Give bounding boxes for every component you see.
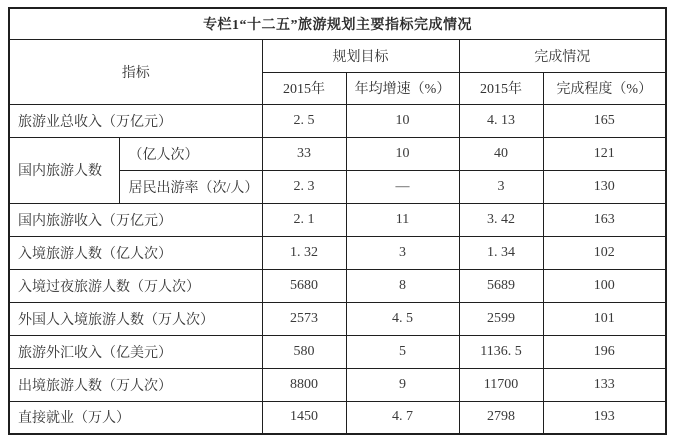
annual-growth-value: 4. 7 bbox=[346, 401, 459, 434]
completion-value: 102 bbox=[543, 236, 666, 269]
plan-2015-value: 33 bbox=[262, 137, 346, 170]
table-row bbox=[9, 302, 666, 335]
completion-value: 163 bbox=[543, 203, 666, 236]
actual-2015-value: 1. 34 bbox=[459, 236, 543, 269]
annual-growth-value: 11 bbox=[346, 203, 459, 236]
header-actual-group: 完成情况 bbox=[459, 39, 666, 72]
indicators-table bbox=[8, 7, 667, 435]
row-label: 国内旅游收入（万亿元） bbox=[9, 203, 262, 236]
header-actual-2015: 2015年 bbox=[459, 72, 543, 104]
row-label: 入境过夜旅游人数（万人次） bbox=[9, 269, 262, 302]
table-row bbox=[9, 236, 666, 269]
completion-value: 121 bbox=[543, 137, 666, 170]
actual-2015-value: 2599 bbox=[459, 302, 543, 335]
plan-2015-value: 2573 bbox=[262, 302, 346, 335]
actual-2015-value: 3 bbox=[459, 170, 543, 203]
table-title: 专栏1“十二五”旅游规划主要指标完成情况 bbox=[9, 8, 666, 39]
table-row bbox=[9, 203, 666, 236]
annual-growth-value: — bbox=[346, 170, 459, 203]
completion-value: 100 bbox=[543, 269, 666, 302]
annual-growth-value: 10 bbox=[346, 137, 459, 170]
table-row bbox=[9, 137, 666, 170]
header-plan-group: 规划目标 bbox=[262, 39, 459, 72]
header-indicator: 指标 bbox=[9, 39, 262, 104]
annual-growth-value: 3 bbox=[346, 236, 459, 269]
plan-2015-value: 1450 bbox=[262, 401, 346, 434]
row-sublabel: 居民出游率（次/人） bbox=[119, 170, 262, 203]
table-row bbox=[9, 269, 666, 302]
table-row bbox=[9, 401, 666, 434]
header-annual-growth: 年均增速（%） bbox=[346, 72, 459, 104]
completion-value: 130 bbox=[543, 170, 666, 203]
table-row bbox=[9, 104, 666, 137]
completion-value: 101 bbox=[543, 302, 666, 335]
table-row bbox=[9, 368, 666, 401]
row-group-label: 国内旅游人数 bbox=[9, 137, 119, 203]
plan-2015-value: 2. 5 bbox=[262, 104, 346, 137]
completion-value: 196 bbox=[543, 335, 666, 368]
annual-growth-value: 9 bbox=[346, 368, 459, 401]
row-label: 旅游业总收入（万亿元） bbox=[9, 104, 262, 137]
plan-2015-value: 2. 1 bbox=[262, 203, 346, 236]
actual-2015-value: 5689 bbox=[459, 269, 543, 302]
row-label: 入境旅游人数（亿人次） bbox=[9, 236, 262, 269]
header-plan-2015: 2015年 bbox=[262, 72, 346, 104]
row-label: 直接就业（万人） bbox=[9, 401, 262, 434]
actual-2015-value: 11700 bbox=[459, 368, 543, 401]
actual-2015-value: 4. 13 bbox=[459, 104, 543, 137]
actual-2015-value: 1136. 5 bbox=[459, 335, 543, 368]
completion-value: 193 bbox=[543, 401, 666, 434]
plan-2015-value: 1. 32 bbox=[262, 236, 346, 269]
annual-growth-value: 8 bbox=[346, 269, 459, 302]
plan-2015-value: 580 bbox=[262, 335, 346, 368]
annual-growth-value: 10 bbox=[346, 104, 459, 137]
row-label: 出境旅游人数（万人次） bbox=[9, 368, 262, 401]
header-row-groups bbox=[9, 39, 666, 72]
row-sublabel: （亿人次） bbox=[119, 137, 262, 170]
actual-2015-value: 40 bbox=[459, 137, 543, 170]
actual-2015-value: 2798 bbox=[459, 401, 543, 434]
annual-growth-value: 5 bbox=[346, 335, 459, 368]
completion-value: 165 bbox=[543, 104, 666, 137]
header-completion-degree: 完成程度（%） bbox=[543, 72, 666, 104]
completion-value: 133 bbox=[543, 368, 666, 401]
row-label: 旅游外汇收入（亿美元） bbox=[9, 335, 262, 368]
table-row bbox=[9, 335, 666, 368]
plan-2015-value: 2. 3 bbox=[262, 170, 346, 203]
actual-2015-value: 3. 42 bbox=[459, 203, 543, 236]
plan-2015-value: 8800 bbox=[262, 368, 346, 401]
annual-growth-value: 4. 5 bbox=[346, 302, 459, 335]
plan-2015-value: 5680 bbox=[262, 269, 346, 302]
table-title-row bbox=[9, 8, 666, 39]
row-label: 外国人入境旅游人数（万人次） bbox=[9, 302, 262, 335]
